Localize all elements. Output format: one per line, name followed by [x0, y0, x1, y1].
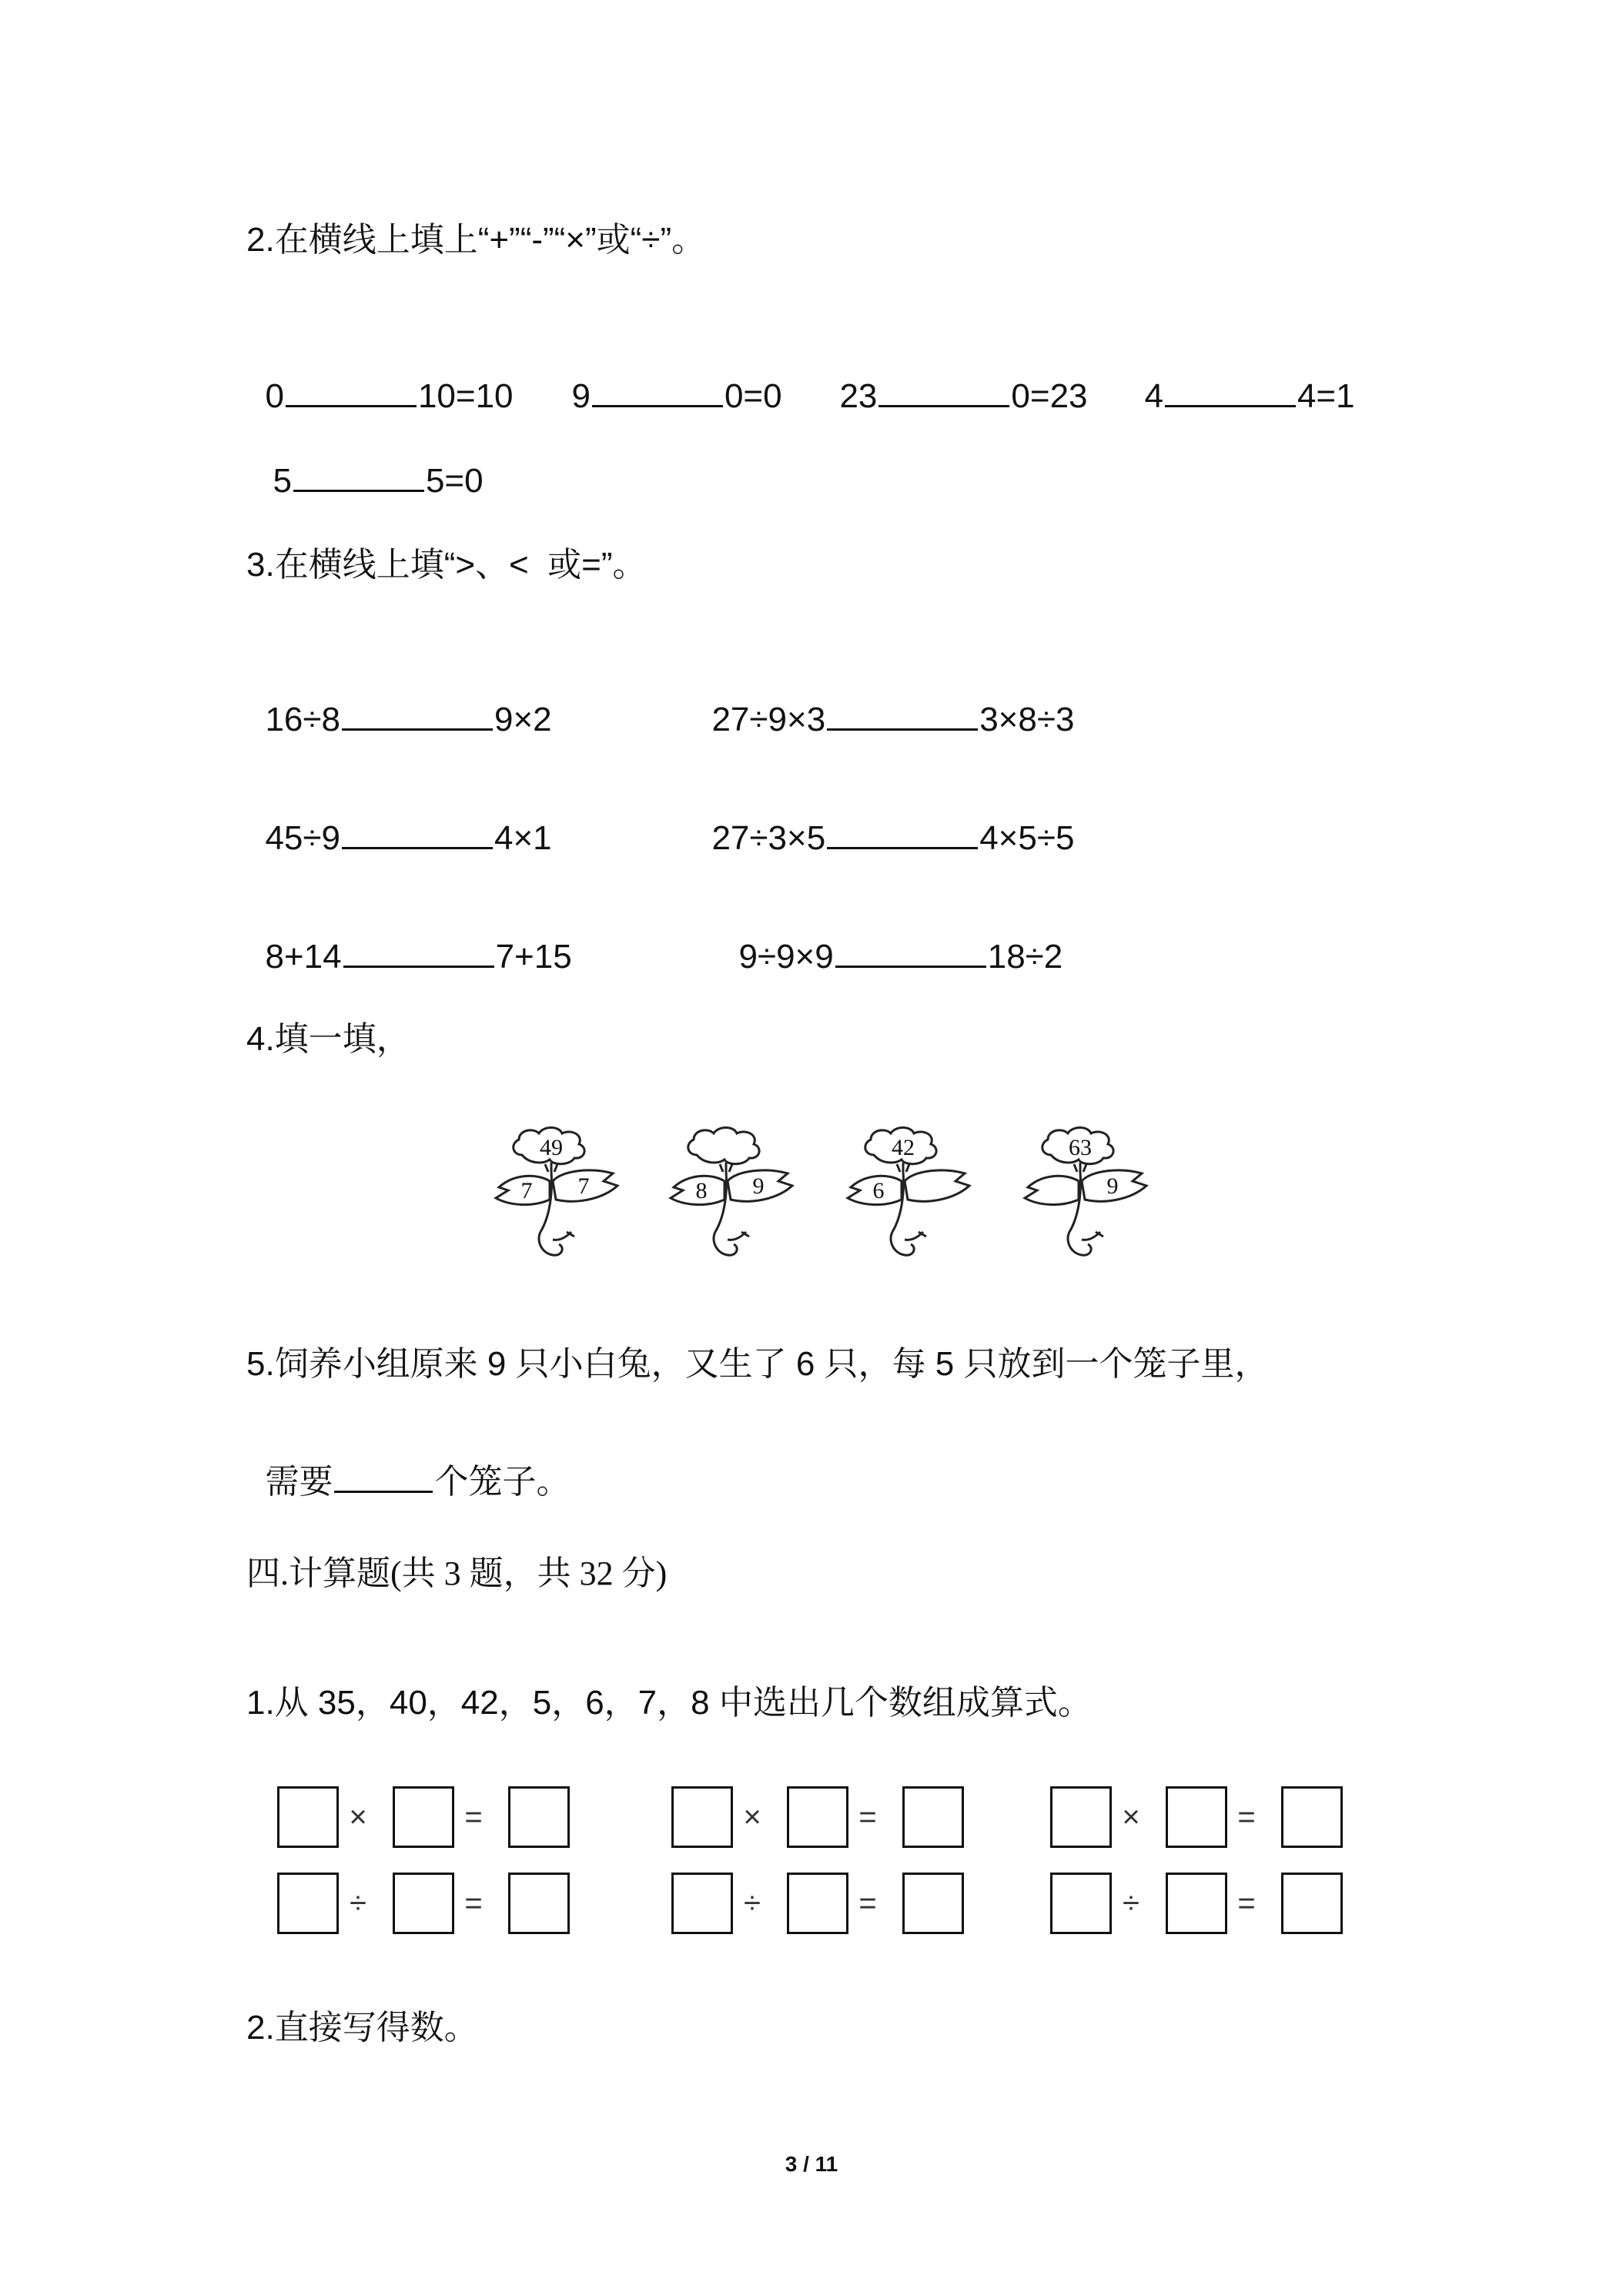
- q3-item-4-right: 4×5÷5: [979, 819, 1075, 857]
- q3-item-1: [246, 668, 552, 737]
- q3-item-6-left: 9÷9×9: [738, 938, 834, 976]
- q2-item-3: [821, 345, 1088, 413]
- flower-right-number: 9: [752, 1173, 765, 1199]
- q3-item-5: [246, 905, 572, 974]
- flower-left-number: 7: [520, 1178, 533, 1203]
- answer-box[interactable]: [277, 1786, 339, 1848]
- answer-box[interactable]: [787, 1873, 848, 1934]
- q3-item-1-left: 16÷8: [265, 701, 341, 738]
- section4-title: 四.计算题(共 3 题，共 32 分): [246, 1555, 668, 1592]
- calc2-title: 2.直接写得数。: [246, 2009, 478, 2047]
- q3-item-3-right: 4×1: [494, 819, 552, 857]
- answer-box[interactable]: [277, 1873, 339, 1934]
- q3-item-3-left: 45÷9: [265, 819, 341, 857]
- q2-item-4-blank[interactable]: [1165, 379, 1296, 407]
- flower-cloud: [688, 1128, 759, 1164]
- flower-top-number: 63: [1069, 1135, 1092, 1160]
- answer-box[interactable]: [671, 1873, 733, 1934]
- q2-item-1: [246, 345, 514, 413]
- equals-sign: =: [464, 1800, 483, 1834]
- answer-box[interactable]: [902, 1786, 964, 1848]
- q3-item-1-blank[interactable]: [342, 702, 493, 731]
- q2-item-5-right: 5=0: [425, 462, 484, 500]
- flower-4: [1005, 1124, 1166, 1278]
- q2-title: 2.在横线上填上“+”“-”“×”或“÷”。: [246, 221, 706, 259]
- q2-item-2-left: 9: [571, 377, 591, 415]
- q3-item-2-right: 3×8÷3: [979, 701, 1075, 738]
- q3-item-2: [693, 668, 1074, 737]
- q3-item-6-blank[interactable]: [835, 939, 986, 968]
- q2-item-5-blank[interactable]: [293, 464, 424, 492]
- flower-1: [476, 1124, 637, 1278]
- answer-box[interactable]: [393, 1786, 454, 1848]
- q2-item-4-right: 4=1: [1297, 377, 1355, 415]
- flower-left-leaf: [1025, 1176, 1079, 1204]
- q3-item-6-right: 18÷2: [987, 938, 1063, 976]
- answer-box[interactable]: [508, 1786, 570, 1848]
- equals-sign: =: [1237, 1800, 1256, 1834]
- flower-2: [651, 1124, 812, 1278]
- q2-item-1-left: 0: [265, 377, 284, 415]
- q5-answer-blank[interactable]: [334, 1464, 433, 1493]
- q4-title: 4.填一填，: [246, 1020, 410, 1058]
- flower-top-number: 49: [540, 1135, 563, 1160]
- q3-item-5-right: 7+15: [495, 938, 572, 976]
- q3-item-5-left: 8+14: [265, 938, 342, 976]
- answer-box[interactable]: [1050, 1786, 1112, 1848]
- answer-box[interactable]: [902, 1873, 964, 1934]
- flower-left-number: 8: [695, 1178, 708, 1203]
- q2-item-3-blank[interactable]: [878, 379, 1009, 407]
- q3-title: 3.在横线上填“>、< 或=”。: [246, 546, 647, 584]
- q3-item-4-blank[interactable]: [827, 821, 978, 849]
- flower-top-number: 42: [892, 1135, 915, 1160]
- divide-sign: ÷: [1123, 1886, 1139, 1920]
- q2-item-3-left: 23: [839, 377, 878, 415]
- flower-left-number: 6: [872, 1178, 885, 1203]
- equals-sign: =: [858, 1800, 877, 1834]
- flower-right-number: 9: [1106, 1173, 1119, 1199]
- q2-item-1-right: 10=10: [417, 377, 514, 415]
- q3-item-3-blank[interactable]: [342, 821, 493, 849]
- answer-box[interactable]: [787, 1786, 848, 1848]
- q5-line-1: 5.饲养小组原来 9 只小白兔，又生了 6 只，每 5 只放到一个笼子里，: [246, 1345, 1269, 1383]
- q3-item-6: [720, 905, 1062, 974]
- q3-item-1-right: 9×2: [494, 701, 552, 738]
- flower-3: [828, 1124, 989, 1278]
- q3-item-4-left: 27÷3×5: [711, 819, 826, 857]
- q5-line-2-before: 需要: [265, 1463, 333, 1501]
- q2-item-2-blank[interactable]: [592, 379, 723, 407]
- q2-item-2-right: 0=0: [724, 377, 782, 415]
- q3-item-4: [693, 787, 1074, 855]
- answer-box[interactable]: [393, 1873, 454, 1934]
- answer-box[interactable]: [671, 1786, 733, 1848]
- answer-box[interactable]: [1050, 1873, 1112, 1934]
- divide-sign: ÷: [350, 1886, 366, 1920]
- answer-box[interactable]: [1281, 1786, 1343, 1848]
- q2-item-1-blank[interactable]: [286, 379, 417, 407]
- multiply-sign: ×: [349, 1800, 367, 1834]
- multiply-sign: ×: [743, 1800, 761, 1834]
- q3-item-5-blank[interactable]: [343, 939, 494, 968]
- q2-item-4-left: 4: [1144, 377, 1163, 415]
- calc1-title: 1.从 35，40，42，5，6，7，8 中选出几个数组成算式。: [246, 1684, 1092, 1722]
- q3-item-2-blank[interactable]: [827, 702, 978, 731]
- divide-sign: ÷: [744, 1886, 761, 1920]
- q2-item-3-right: 0=23: [1011, 377, 1088, 415]
- q5-line-2-after: 个笼子。: [434, 1463, 571, 1501]
- multiply-sign: ×: [1122, 1800, 1140, 1834]
- q2-item-4: [1126, 345, 1355, 413]
- answer-box[interactable]: [1166, 1873, 1227, 1934]
- q2-item-2: [553, 345, 782, 413]
- flower-right-leaf: [905, 1170, 969, 1201]
- equals-sign: =: [1237, 1886, 1256, 1920]
- equals-sign: =: [858, 1886, 877, 1920]
- answer-box[interactable]: [508, 1873, 570, 1934]
- answer-box[interactable]: [1281, 1873, 1343, 1934]
- flower-right-number: 7: [577, 1173, 590, 1199]
- q5-line-2: [246, 1431, 570, 1499]
- q3-item-3: [246, 787, 552, 855]
- q3-item-2-left: 27÷9×3: [711, 701, 826, 738]
- answer-box[interactable]: [1166, 1786, 1227, 1848]
- page-number: 3 / 11: [785, 2152, 838, 2176]
- equals-sign: =: [464, 1886, 483, 1920]
- q2-item-5: [254, 430, 484, 498]
- q2-item-5-left: 5: [273, 462, 292, 500]
